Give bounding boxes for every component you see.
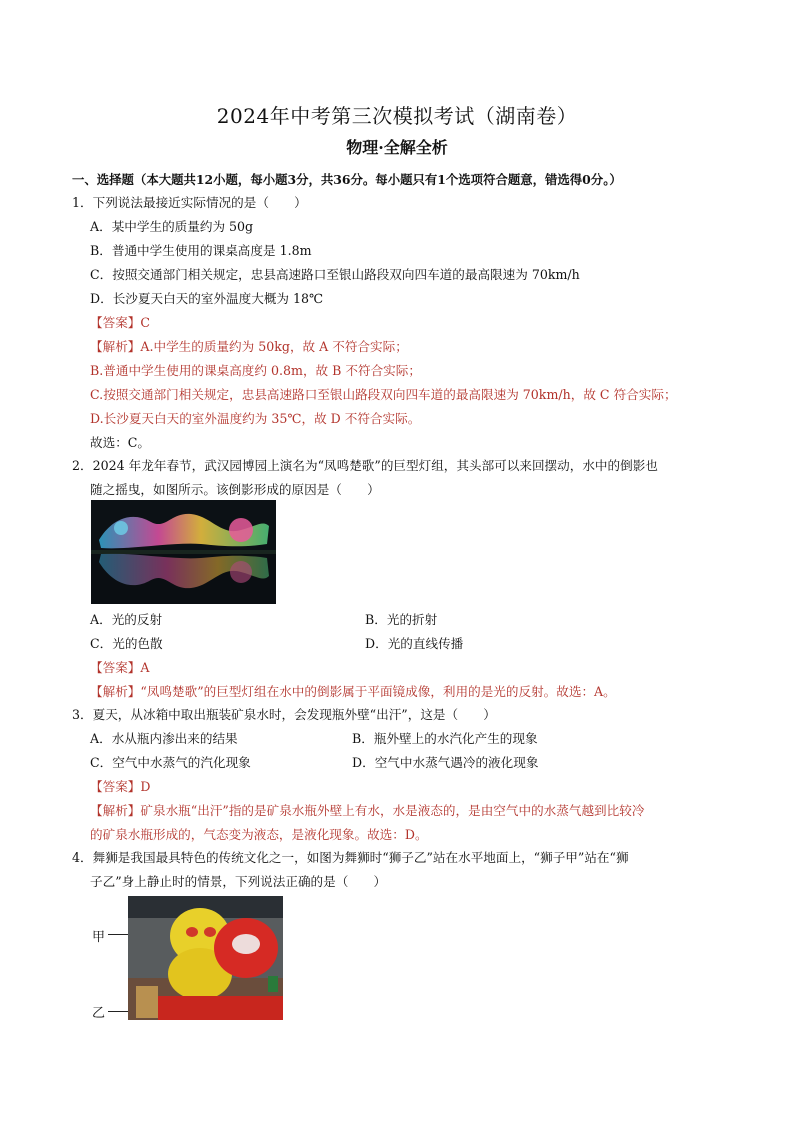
q4-stem-1: 4．舞狮是我国最具特色的传统文化之一，如图为舞狮时“狮子乙”站在水平地面上，“狮子甲”站在“狮 [72, 850, 629, 865]
label-yi: 乙 [92, 1006, 106, 1021]
q1-stem: 1．下列说法最接近实际情况的是（ ） [72, 195, 307, 210]
label-jia: 甲 [92, 930, 106, 945]
q2-option-d: D．光的直线传播 [365, 636, 464, 651]
lantern-photo [91, 500, 276, 604]
answer-tag: 【答案】 [90, 779, 141, 794]
analysis-tag: 【解析】 [90, 803, 141, 818]
section-heading: 一、选择题（本大题共12小题，每小题3分，共36分。每小题只有1个选项符合题意，错选得0分。） [72, 172, 622, 187]
q3-option-d: D．空气中水蒸气遇冷的液化现象 [352, 755, 539, 770]
q2-stem-2: 随之摇曳，如图所示。该倒影形成的原因是（ ） [90, 482, 380, 497]
q1-option-a: A．某中学生的质量约为 50g [90, 219, 254, 234]
q1-option-b: B．普通中学生使用的课桌高度是 1.8m [90, 243, 312, 258]
lion-dance-photo [128, 896, 283, 1020]
q1-answer [90, 315, 150, 331]
analysis-text: A.中学生的质量约为 50kg，故 A 不符合实际； [140, 339, 408, 354]
lantern-illustration [91, 500, 276, 604]
label-yi-line [108, 1011, 130, 1012]
q3-option-c: C．空气中水蒸气的汽化现象 [90, 755, 251, 770]
q3-answer [90, 779, 150, 795]
analysis-tag: 【解析】 [90, 339, 141, 354]
analysis-text: 矿泉水瓶“出汗”指的是矿泉水瓶外壁上有水，水是液态的，是由空气中的水蒸气越到比较冷 [140, 803, 645, 818]
q1-option-d: D．长沙夏天白天的室外温度大概为 18℃ [90, 291, 324, 306]
q3-analysis-2: 的矿泉水瓶形成的，气态变为液态，是液化现象。故选：D。 [90, 827, 428, 842]
answer-value: C [140, 315, 151, 330]
answer-tag: 【答案】 [90, 315, 141, 330]
q1-conclusion: 故选：C。 [90, 435, 151, 450]
q2-option-c: C．光的色散 [90, 636, 163, 651]
q2-stem-1: 2．2024 年龙年春节，武汉园博园上演名为“凤鸣楚歌”的巨型灯组，其头部可以来回摆动，水中的倒影也 [72, 458, 658, 473]
q3-analysis-1 [90, 803, 644, 819]
q3-option-a: A．水从瓶内渗出来的结果 [90, 731, 238, 746]
analysis-tag: 【解析】 [90, 684, 141, 699]
q2-option-a: A．光的反射 [90, 612, 163, 627]
exam-subtitle: 物理·全解全析 [346, 138, 448, 157]
q1-analysis-4: D.长沙夏天白天的室外温度约为 35℃，故 D 不符合实际。 [90, 411, 421, 426]
q4-stem-2: 子乙”身上静止时的情景，下列说法正确的是（ ） [90, 874, 387, 889]
label-jia-line [108, 934, 130, 935]
q1-analysis-1 [90, 339, 408, 355]
q2-analysis [90, 684, 616, 700]
q1-analysis-3: C.按照交通部门相关规定，忠县高速路口至银山路段双向四车道的最高限速为 70km/h，故 C 符合实际； [90, 387, 677, 402]
q1-analysis-2: B.普通中学生使用的课桌高度约 0.8m，故 B 不符合实际； [90, 363, 421, 378]
q2-option-b: B．光的折射 [365, 612, 438, 627]
q1-option-c: C．按照交通部门相关规定，忠县高速路口至银山路段双向四车道的最高限速为 70km/h [90, 267, 580, 282]
q2-answer [90, 660, 149, 676]
answer-tag: 【答案】 [90, 660, 141, 675]
q3-stem: 3．夏天，从冰箱中取出瓶装矿泉水时，会发现瓶外壁“出汗”，这是（ ） [72, 707, 496, 722]
answer-value: A [140, 660, 150, 675]
lion-dance-illustration [128, 896, 283, 1020]
answer-value: D [140, 779, 151, 794]
q3-option-b: B．瓶外壁上的水汽化产生的现象 [352, 731, 538, 746]
exam-title: 2024年中考第三次模拟考试（湖南卷） [216, 104, 578, 128]
analysis-text: “凤鸣楚歌”的巨型灯组在水中的倒影属于平面镜成像，利用的是光的反射。故选：A。 [140, 684, 616, 699]
